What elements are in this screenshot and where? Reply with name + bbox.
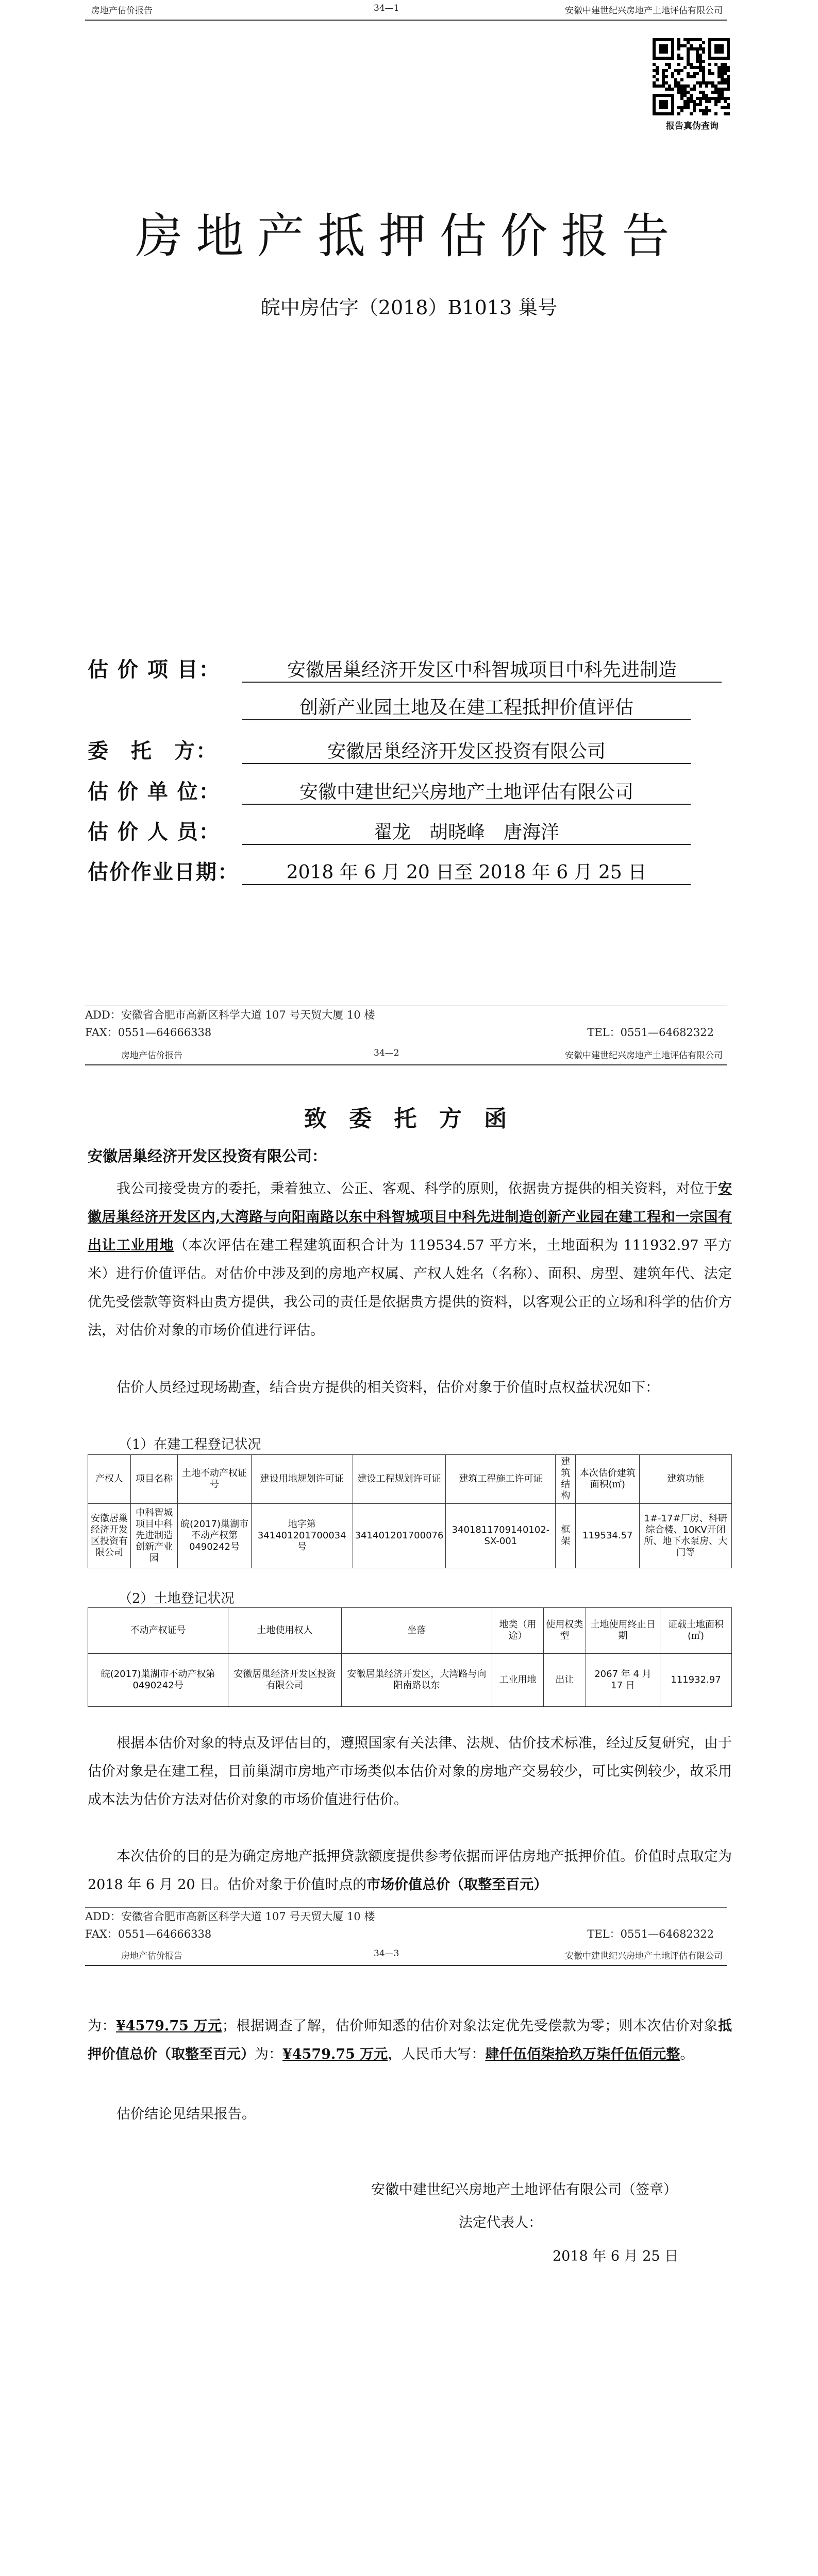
table-cell: 安徽居巢经济开发区，大湾路与向阳南路以东 [341,1654,492,1707]
label-staff: 估 价 人 员： [88,820,221,844]
table2-caption: （2）土地登记状况 [119,1591,235,1606]
conclusion-paragraph [88,2012,732,2069]
letter-p4-emphasis: 市场价值总价（取整至百元） [366,1877,548,1893]
land-registration-table [88,1607,732,1707]
label-work-date: 估价作业日期： [88,860,239,884]
header-page-number: 34—1 [374,3,399,13]
footer-address: ADD：安徽省合肥市高新区科学大道 107 号天贸大厦 10 楼 [85,1006,727,1024]
market-value-amount: ¥4579.75 万元 [115,2018,222,2034]
value-client: 安徽居巢经济开发区投资有限公司 [242,737,691,764]
letter-title: 致 委 托 方 函 [304,1106,514,1132]
qr-caption: 报告真伪查询 [666,121,719,131]
table-cell: 地字第341401201700034号 [251,1504,353,1568]
table-header-cell: 土地使用终止日期 [586,1608,660,1654]
label-appraiser: 估 价 单 位： [88,779,221,804]
letter-paragraph-2: 估价人员经过现场勘查，结合贵方提供的相关资料，估价对象于价值时点权益状况如下： [116,1380,659,1396]
conclusion-text: 为： [255,2046,282,2062]
conclusion-text: 为： [88,2018,116,2034]
signature-date: 2018 年 6 月 25 日 [553,2248,679,2264]
table-header-row [88,1455,732,1504]
value-appraiser: 安徽中建世纪兴房地产土地评估有限公司 [242,777,691,805]
table-cell: 341401201700076 [353,1504,446,1568]
label-client: 委 托 方： [88,739,218,763]
header-page-number: 34—3 [374,1948,399,1959]
table-header-cell: 地类（用途） [492,1608,544,1654]
page-footer-2 [85,1907,727,1943]
table-header-cell: 产权人 [88,1455,131,1504]
letter-paragraph-4 [88,1842,732,1899]
table-cell: 安徽居巢经济开发区投资有限公司 [88,1504,131,1568]
table-header-cell: 建筑功能 [640,1455,732,1504]
page-footer-1 [85,1006,727,1041]
table-cell: 工业用地 [492,1654,544,1707]
letter-p1-text: 我公司接受贵方的委托，秉着独立、公正、客观、科学的原则，依据贵方提供的相关资料，对位于 [116,1181,718,1197]
construction-registration-table [88,1454,732,1568]
table-header-row [88,1608,732,1654]
table-header-cell: 本次估价建筑面积(㎡) [576,1455,640,1504]
signature-legal-rep: 法定代表人： [459,2215,542,2231]
signature-company: 安徽中建世纪兴房地产土地评估有限公司（签章） [371,2182,677,2198]
table-header-cell: 建筑工程施工许可证 [446,1455,556,1504]
table-cell: 3401811709140102-SX-001 [446,1504,556,1568]
mortgage-value-amount: ¥4579.75 万元 [282,2046,388,2062]
amount-in-words-cont: 玖万柒仟伍佰元整 [569,2046,680,2062]
page-header-3 [85,1945,727,1966]
table-row [88,1654,732,1707]
letter-p1-text-rest: （本次评估在建工程建筑面积合计为 119534.57 平方米，土地面积为 111932.97 平方米）进行价值评估。对估价中涉及到的房地产权属、产权人姓名（名称）、面积、房型、建筑年代、法定优先受偿款等资料由贵方提供，我公司的责任是依据贵方提供的资料，以客观公正的立场和科学的估价方法，对估价对象的市场价值进行评估。 [88,1238,732,1338]
mortgage-value-label: 抵押价值总价（取整至百元） [88,2018,732,2062]
header-report-name: 房地产估价报告 [91,6,153,16]
header-page-number: 34—2 [374,1048,399,1058]
table-cell: 框架 [556,1504,576,1568]
footer-address: ADD：安徽省合肥市高新区科学大道 107 号天贸大厦 10 楼 [85,1907,727,1925]
value-staff: 翟龙 胡晓峰 唐海洋 [242,818,691,845]
table-header-cell: 坐落 [341,1608,492,1654]
page-header-1 [85,0,727,21]
conclusion-text: 。 [680,2046,694,2062]
table-cell: 皖(2017)巢湖市不动产权第0490242号 [178,1504,252,1568]
report-number: 皖中房估字（2018）B1013 巢号 [260,296,558,319]
table-row [88,1504,732,1568]
table-cell: 1#-17#厂房、科研综合楼、10KV开闭所、地下水泵房、大门等 [640,1504,732,1568]
letter-p4-text: 本次估价的目的是为确定房地产抵押贷款额度提供参考依据而评估房地产抵押价值。价值时点取定为 2018 年 6 月 20 日。估价对象于价值时点的 [88,1849,732,1893]
page-header-2 [85,1045,727,1065]
conclusion-text: ；根据调查了解，估价师知悉的估价对象法定优先受偿款为零；则本次估价对象 [222,2018,719,2034]
table-cell: 111932.97 [660,1654,732,1707]
table-cell: 出让 [543,1654,586,1707]
letter-paragraph-1 [88,1175,732,1345]
table-cell: 安徽居巢经济开发区投资有限公司 [228,1654,341,1707]
table-cell: 119534.57 [576,1504,640,1568]
conclusion-text: ，人民币大写： [388,2046,486,2062]
table-cell: 2067 年 4 月 17 日 [586,1654,660,1707]
table-cell: 皖(2017)巢湖市不动产权第0490242号 [88,1654,228,1707]
letter-p1-subject: 安徽居巢经济开发区内,大湾路与向阳南路以东中科智城项目中科先进制造创新产业园在建工程和一宗国有出让工业用地 [88,1181,732,1253]
table-header-cell: 土地使用权人 [228,1608,341,1654]
footer-tel: TEL：0551—64682322 [587,1928,714,1940]
table-cell: 中科智城项目中科先进制造创新产业园 [131,1504,178,1568]
table-header-cell: 建设用地规划许可证 [251,1455,353,1504]
table1-caption: （1）在建工程登记状况 [119,1437,261,1452]
amount-in-words: 肆仟伍佰柒拾 [485,2046,569,2062]
header-company: 安徽中建世纪兴房地产土地评估有限公司 [565,1050,723,1061]
qr-code-icon[interactable] [653,38,730,115]
conclusion-reference: 估价结论见结果报告。 [116,2106,256,2122]
table-header-cell: 建设工程规划许可证 [353,1455,446,1504]
footer-fax: FAX：0551—64666338 [85,1928,212,1940]
footer-fax: FAX：0551—64666338 [85,1026,212,1039]
header-report-name: 房地产估价报告 [121,1951,182,1961]
value-work-date: 2018 年 6 月 20 日至 2018 年 6 月 25 日 [242,858,691,885]
table-header-cell: 建筑结构 [556,1455,576,1504]
table-header-cell: 土地不动产权证号 [178,1455,252,1504]
letter-recipient: 安徽居巢经济开发区投资有限公司： [88,1147,327,1165]
table-header-cell: 项目名称 [131,1455,178,1504]
letter-paragraph-3: 根据本估价对象的特点及评估目的，遵照国家有关法律、法规、估价技术标准，经过反复研究，由于估价对象是在建工程，目前巢湖市房地产市场类似本估价对象的房地产交易较少，可比实例较少，故采用成本法为估价方法对估价对象的市场价值进行估价。 [88,1735,732,1808]
value-appraisal-item-line1: 安徽居巢经济开发区中科智城项目中科先进制造 [242,655,722,683]
table-header-cell: 证载土地面积(㎡) [660,1608,732,1654]
table-header-cell: 使用权类型 [543,1608,586,1654]
value-appraisal-item-line2: 创新产业园土地及在建工程抵押价值评估 [242,693,691,720]
label-appraisal-item: 估 价 项 目： [88,657,221,682]
header-company: 安徽中建世纪兴房地产土地评估有限公司 [565,1951,723,1961]
table-header-cell: 不动产权证号 [88,1608,228,1654]
header-report-name: 房地产估价报告 [121,1050,182,1061]
report-title: 房地产抵押估价报告 [135,209,683,264]
header-company: 安徽中建世纪兴房地产土地评估有限公司 [565,6,723,16]
footer-tel: TEL：0551—64682322 [587,1026,714,1039]
